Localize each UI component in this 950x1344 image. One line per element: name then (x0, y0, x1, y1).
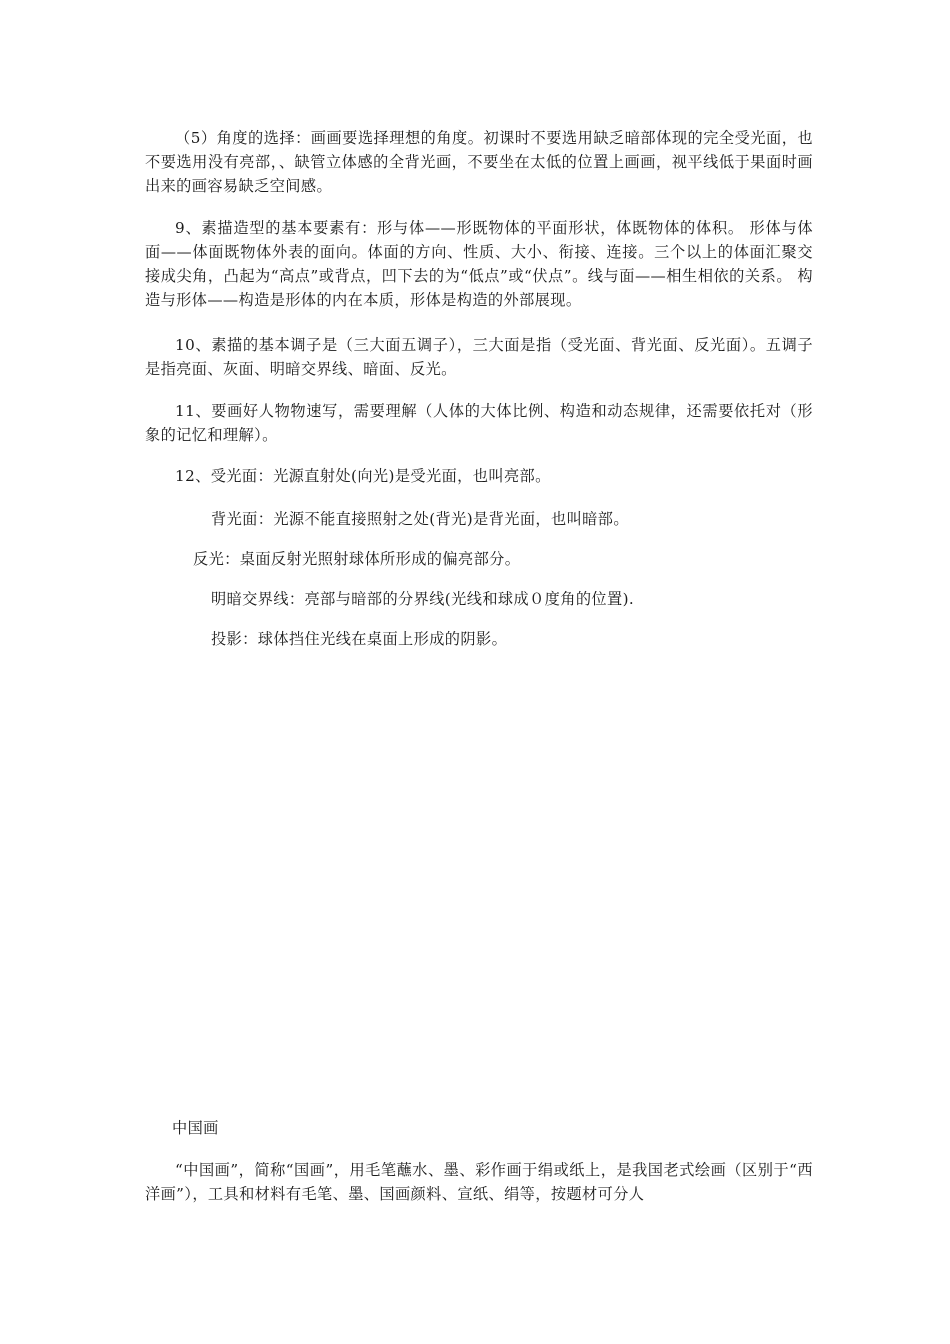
definition-terminator-line: 明暗交界线：亮部与暗部的分界线(光线和球成０度角的位置). (211, 590, 635, 608)
definition-lit-surface: 12、受光面：光源直射处(向光)是受光面，也叫亮部。 (175, 467, 551, 485)
definition-cast-shadow: 投影：球体挡住光线在桌面上形成的阴影。 (211, 630, 508, 648)
paragraph-chinese-painting-intro: “中国画”，简称“国画”，用毛笔蘸水、墨、彩作画于绢或纸上，是我国老式绘画（区别于“西洋画”），工具和材料有毛笔、墨、国画颜料、宣纸、绢等，按题材可分人 (145, 1161, 813, 1203)
paragraph-figure-sketch: 11、要画好人物物速写，需要理解（人体的大体比例、构造和动态规律，还需要依托对（形象的记忆和理解）。 (145, 402, 813, 444)
paragraph-basic-tones: 10、素描的基本调子是（三大面五调子），三大面是指（受光面、背光面、反光面）。五调子是指亮面、灰面、明暗交界线、暗面、反光。 (145, 336, 813, 378)
paragraph-sketch-elements: 9、素描造型的基本要素有：形与体——形既物体的平面形状，体既物体的体积。 形体与体面——体面既物体外表的面向。体面的方向、性质、大小、衔接、连接。三个以上的体面汇聚交接成尖角，凸起为“高点”或背点，凹下去的为“低点”或“伏点”。线与面——相生相依的关系。 构造与形体——构造是形体的内在本质，形体是构造的外部展现。 (145, 219, 813, 309)
paragraph-angle-choice: （5）角度的选择：画画要选择理想的角度。初课时不要选用缺乏暗部体现的完全受光面，也不要选用没有亮部，、缺管立体感的全背光画，不要坐在太低的位置上画画，视平线低于果面时画出来的画容易缺乏空间感。 (145, 129, 813, 195)
definition-shadow-surface: 背光面：光源不能直接照射之处(背光)是背光面，也叫暗部。 (211, 510, 629, 528)
section-heading-chinese-painting: 中国画 (172, 1119, 219, 1137)
definition-reflected-light: 反光：桌面反射光照射球体所形成的偏亮部分。 (193, 550, 521, 568)
